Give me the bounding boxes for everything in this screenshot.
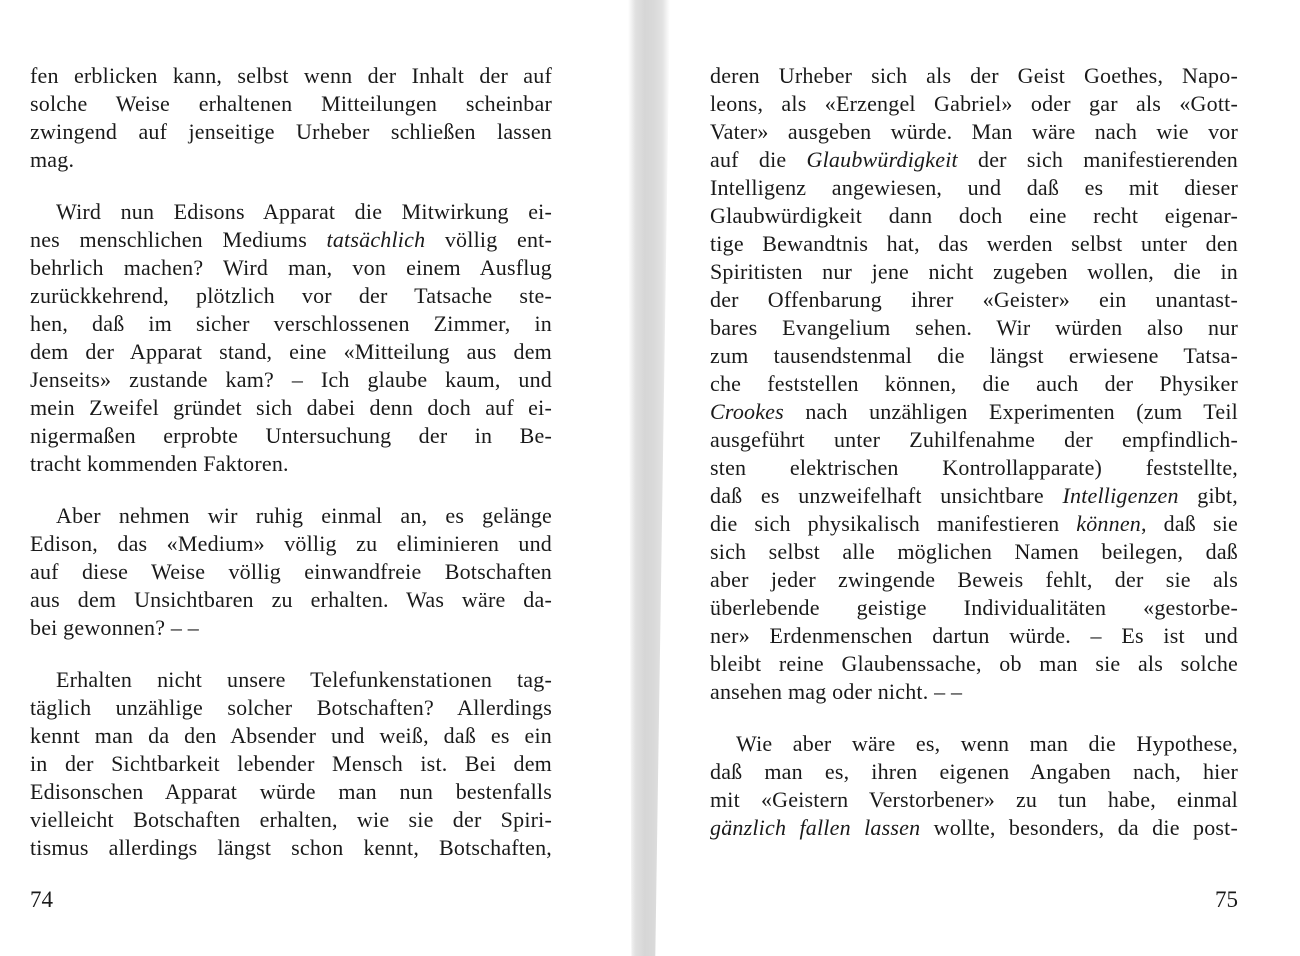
emphasis-text: können (1076, 511, 1141, 536)
text-line (710, 622, 1238, 650)
text-line (710, 814, 1238, 842)
body-text: Erhalten nicht unsere Telefunkenstationen tag- (56, 667, 552, 692)
body-text: mit «Geistern Verstorbener» zu tun habe, einmal (710, 787, 1238, 812)
text-line (30, 778, 552, 806)
body-text: zum tausendstenmal die längst erwiesene Tatsa- (710, 343, 1238, 368)
paragraph (30, 198, 552, 478)
emphasis-text: Crookes (710, 399, 784, 424)
text-line (710, 678, 1238, 706)
body-text: ausgeführt unter Zuhilfenahme der empfindlich- (710, 427, 1238, 452)
text-line (710, 202, 1238, 230)
text-line (710, 786, 1238, 814)
body-text: , daß sie (1140, 511, 1238, 536)
body-text: Vater» ausgeben würde. Man wäre nach wie vor (710, 119, 1238, 144)
text-line (710, 594, 1238, 622)
body-text: Intelligenz angewiesen, und daß es mit dieser (710, 175, 1238, 200)
body-text: aber jeder zwingende Beweis fehlt, der sie als (710, 567, 1238, 592)
text-line (30, 806, 552, 834)
body-text: deren Urheber sich als der Geist Goethes, Napo- (710, 63, 1238, 88)
emphasis-text: gänzlich fallen lassen (710, 815, 921, 840)
body-text: bleibt reine Glaubenssache, ob man sie als solche (710, 651, 1238, 676)
text-line (30, 282, 552, 310)
text-line (710, 730, 1238, 758)
text-line (30, 254, 552, 282)
body-text: fen erblicken kann, selbst wenn der Inhalt der auf (30, 63, 552, 88)
text-line (710, 90, 1238, 118)
body-text: täglich unzählige solcher Botschaften? Allerdings (30, 695, 552, 720)
body-text: che feststellen können, die auch der Physiker (710, 371, 1238, 396)
text-line (710, 146, 1238, 174)
body-text: zurückkehrend, plötzlich vor der Tatsache ste- (30, 283, 552, 308)
text-line (710, 510, 1238, 538)
text-line (710, 314, 1238, 342)
text-line (30, 394, 552, 422)
body-text: vielleicht Botschaften erhalten, wie sie der Spiri- (30, 807, 552, 832)
text-line (30, 198, 552, 226)
text-line (30, 666, 552, 694)
body-text: sten elektrischen Kontrollapparate) feststellte, (710, 455, 1238, 480)
body-text: nigermaßen erprobte Untersuchung der in Be- (30, 423, 552, 448)
text-line (710, 230, 1238, 258)
body-text: die sich physikalisch manifestieren (710, 511, 1077, 536)
body-text: sich selbst alle möglichen Namen beilegen, daß (710, 539, 1238, 564)
text-line (30, 558, 552, 586)
page-left-text (30, 62, 552, 862)
body-text: dem der Apparat stand, eine «Mitteilung aus dem (30, 339, 552, 364)
text-line (30, 310, 552, 338)
body-text: zwingend auf jenseitige Urheber schließen lassen (30, 119, 552, 144)
emphasis-text: Glaubwürdigkeit (806, 147, 958, 172)
text-line (710, 758, 1238, 786)
paragraph (30, 62, 552, 174)
page-right-text (710, 62, 1238, 842)
paragraph (710, 730, 1238, 842)
paragraph (30, 502, 552, 642)
body-text: Glaubwürdigkeit dann doch eine recht eigenar- (710, 203, 1238, 228)
text-line (30, 694, 552, 722)
body-text: Wird nun Edisons Apparat die Mitwirkung ei- (56, 199, 552, 224)
body-text: hen, daß im sicher verschlossenen Zimmer, in (30, 311, 552, 336)
text-line (30, 722, 552, 750)
body-text: leons, als «Erzengel Gabriel» oder gar als «Gott- (710, 91, 1238, 116)
body-text: ansehen mag oder nicht. – – (710, 679, 963, 704)
body-text: nach unzähligen Experimenten (zum Teil (783, 399, 1238, 424)
text-line (30, 502, 552, 530)
text-line (710, 342, 1238, 370)
text-line (30, 530, 552, 558)
text-line (710, 566, 1238, 594)
paragraph (710, 62, 1238, 706)
body-text: solche Weise erhaltenen Mitteilungen scheinbar (30, 91, 552, 116)
body-text: in der Sichtbarkeit lebender Mensch ist. Bei dem (30, 751, 552, 776)
text-line (30, 450, 552, 478)
text-line (30, 146, 552, 174)
body-text: mein Zweifel gründet sich dabei denn doch auf ei- (30, 395, 552, 420)
text-line (710, 482, 1238, 510)
body-text: wollte, besonders, da die post- (920, 815, 1238, 840)
body-text: nes menschlichen Mediums (30, 227, 327, 252)
text-line (30, 118, 552, 146)
body-text: mag. (30, 147, 75, 172)
body-text: Aber nehmen wir ruhig einmal an, es gelänge (56, 503, 552, 528)
body-text: aus dem Unsichtbaren zu erhalten. Was wäre da- (30, 587, 552, 612)
emphasis-text: Intelligenzen (1062, 483, 1179, 508)
text-line (710, 370, 1238, 398)
text-line (710, 398, 1238, 426)
body-text: Spiritisten nur jene nicht zugeben wollen, die in (710, 259, 1238, 284)
text-line (30, 366, 552, 394)
text-line (30, 834, 552, 862)
text-line (30, 338, 552, 366)
page-number-right: 75 (1215, 887, 1238, 912)
body-text: bares Evangelium sehen. Wir würden also nur (710, 315, 1238, 340)
body-text: auf die (710, 147, 807, 172)
emphasis-text: tatsächlich (326, 227, 426, 252)
body-text: ner» Erdenmenschen dartun würde. – Es ist und (710, 623, 1238, 648)
text-line (30, 62, 552, 90)
body-text: daß man es, ihren eigenen Angaben nach, hier (710, 759, 1238, 784)
text-line (710, 454, 1238, 482)
body-text: bei gewonnen? – – (30, 615, 199, 640)
text-line (30, 226, 552, 254)
text-line (710, 650, 1238, 678)
body-text: daß es unzweifelhaft unsichtbare (710, 483, 1063, 508)
text-line (710, 258, 1238, 286)
body-text: Edisonschen Apparat würde man nun bestenfalls (30, 779, 552, 804)
text-line (30, 422, 552, 450)
text-line (710, 62, 1238, 90)
paragraph (30, 666, 552, 862)
body-text: tracht kommenden Faktoren. (30, 451, 289, 476)
body-text: überlebende geistige Individualitäten «gestorbe- (710, 595, 1238, 620)
book-gutter-shadow (628, 0, 670, 956)
body-text: Wie aber wäre es, wenn man die Hypothese, (736, 731, 1238, 756)
body-text: der Offenbarung ihrer «Geister» ein unantast- (710, 287, 1238, 312)
text-line (30, 614, 552, 642)
body-text: tige Bewandtnis hat, das werden selbst unter den (710, 231, 1238, 256)
body-text: tismus allerdings längst schon kennt, Botschaften, (30, 835, 552, 860)
text-line (710, 286, 1238, 314)
body-text: der sich manifestierenden (957, 147, 1238, 172)
body-text: gibt, (1178, 483, 1238, 508)
text-line (30, 586, 552, 614)
text-line (710, 174, 1238, 202)
body-text: Edison, das «Medium» völlig zu eliminieren und (30, 531, 552, 556)
text-line (30, 750, 552, 778)
body-text: kennt man da den Absender und weiß, daß es ein (30, 723, 552, 748)
text-line (30, 90, 552, 118)
body-text: auf diese Weise völlig einwandfreie Botschaften (30, 559, 552, 584)
page-number-left: 74 (30, 887, 53, 912)
body-text: Jenseits» zustande kam? – Ich glaube kaum, und (30, 367, 552, 392)
text-line (710, 538, 1238, 566)
text-line (710, 426, 1238, 454)
body-text: völlig ent- (425, 227, 552, 252)
body-text: behrlich machen? Wird man, von einem Ausflug (30, 255, 552, 280)
text-line (710, 118, 1238, 146)
